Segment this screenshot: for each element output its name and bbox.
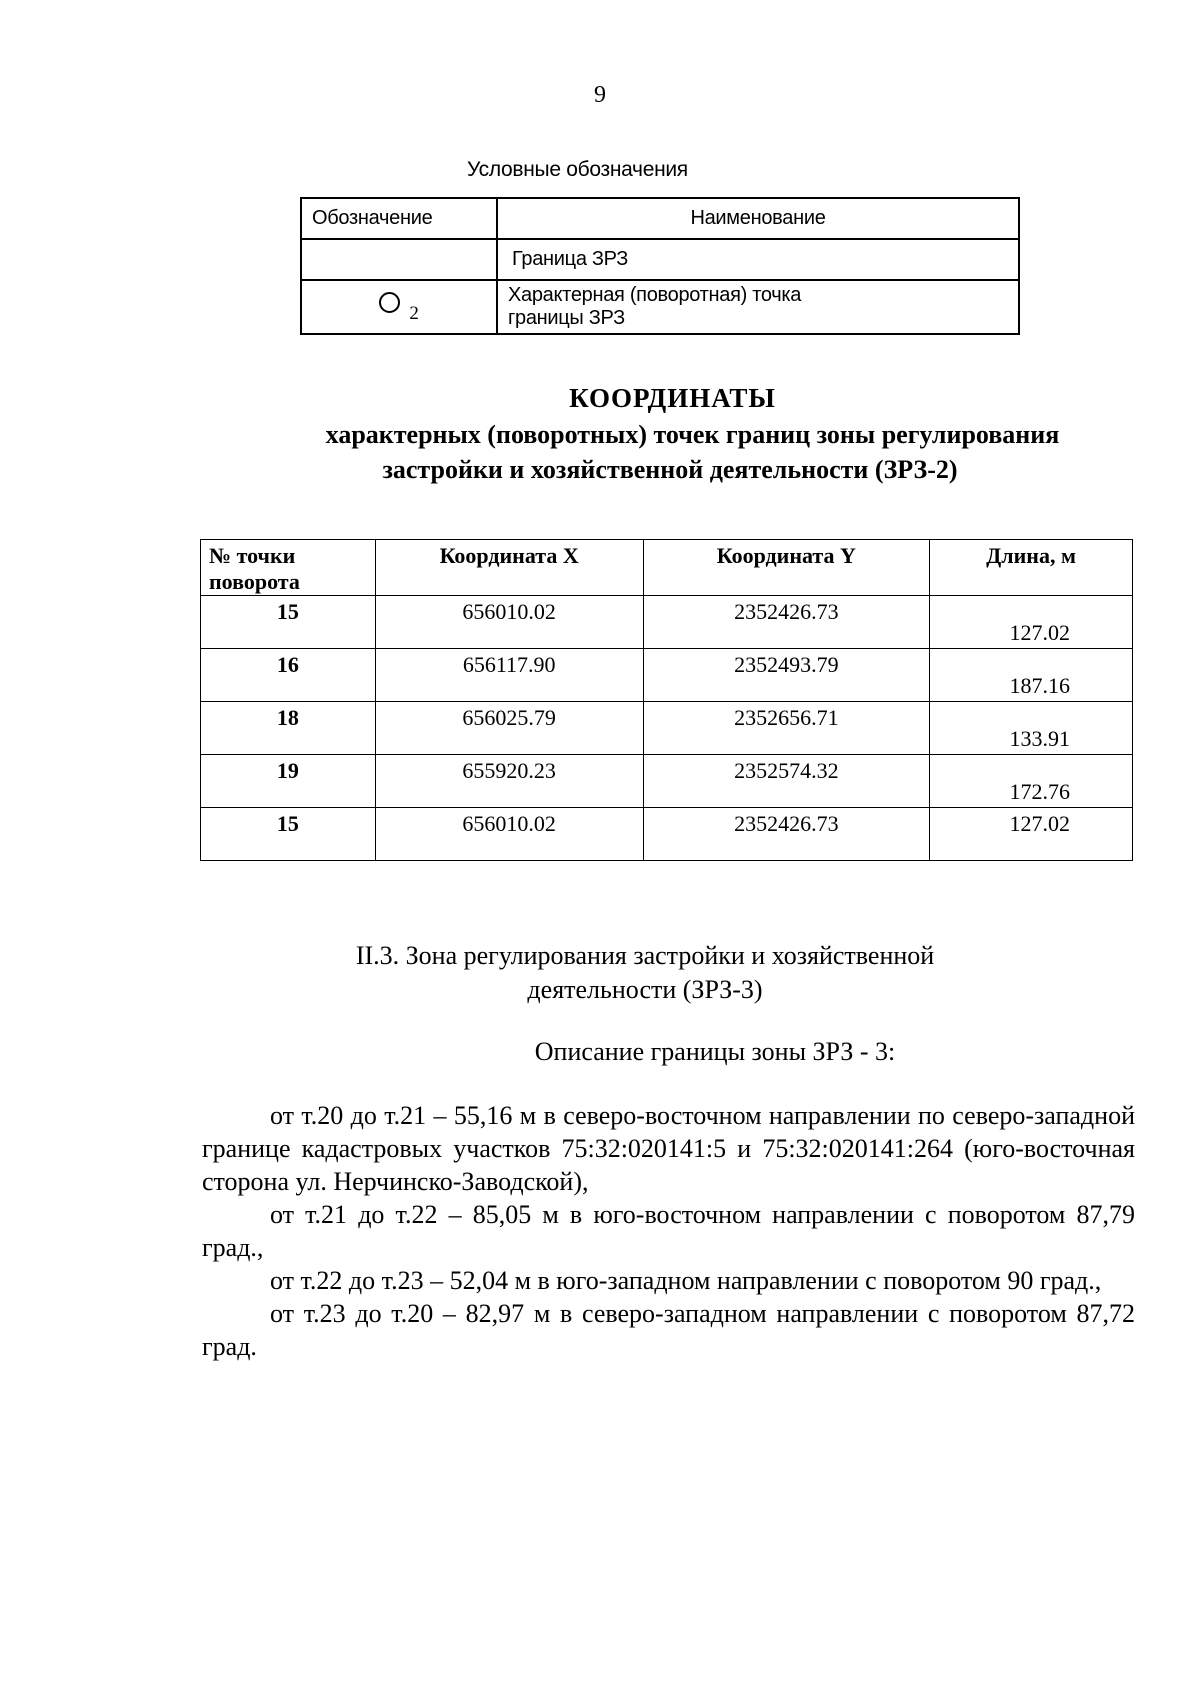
legend-symbol-cell — [301, 280, 497, 334]
length-cell — [930, 596, 1133, 649]
legend-name-cell — [497, 280, 1019, 334]
length-cell — [930, 702, 1133, 755]
boundary-description-title: Описание границы зоны ЗРЗ - 3: — [534, 1037, 896, 1066]
point-cell: 19 — [201, 755, 376, 808]
length-value: 133.91 — [1009, 726, 1070, 751]
x-cell: 656117.90 — [375, 649, 643, 702]
boundary-segment: от т.21 до т.22 – 85,05 м в юго-восточном направлении с поворотом 87,79 град., — [202, 1200, 1135, 1262]
table-row — [201, 755, 1133, 808]
y-cell: 2352426.73 — [643, 808, 930, 861]
header-x: Координата X — [375, 540, 643, 596]
boundary-segment: от т.20 до т.21 – 55,16 м в северо-восточном направлении по северо-западной границе кадастровых участков 75:32:020141:5 и 75:32:020141:264 (юго-восточная сторона ул. Нерчинско-Заводской), — [202, 1101, 1135, 1196]
table-row — [201, 808, 1133, 861]
legend-header-symbol: Обозначение — [301, 198, 497, 239]
length-cell — [930, 649, 1133, 702]
section-heading: деятельности (ЗРЗ-3) — [527, 975, 763, 1004]
coordinates-title: КООРДИНАТЫ — [569, 383, 776, 413]
page-number: 9 — [594, 82, 606, 108]
length-cell — [930, 755, 1133, 808]
boundary-point-symbol — [379, 290, 418, 325]
table-row — [201, 702, 1133, 755]
point-cell: 16 — [201, 649, 376, 702]
x-cell: 656025.79 — [375, 702, 643, 755]
legend-header-name: Наименование — [497, 198, 1019, 239]
circle-icon — [379, 292, 400, 313]
legend-row — [301, 280, 1019, 334]
table-row — [201, 596, 1133, 649]
legend-name-line: границы ЗРЗ — [508, 307, 625, 329]
y-cell: 2352574.32 — [643, 755, 930, 808]
length-cell: 127.02 — [930, 808, 1133, 861]
boundary-description — [202, 1099, 1135, 1363]
y-cell: 2352426.73 — [643, 596, 930, 649]
x-cell: 655920.23 — [375, 755, 643, 808]
coordinates-subtitle: характерных (поворотных) точек границ зоны регулирования — [325, 420, 1060, 449]
header-length: Длина, м — [930, 540, 1133, 596]
length-value: 127.02 — [1009, 620, 1070, 645]
symbol-label: 2 — [409, 302, 419, 324]
point-cell: 15 — [201, 596, 376, 649]
y-cell: 2352656.71 — [643, 702, 930, 755]
legend-table — [300, 197, 1020, 335]
legend-symbol-cell — [301, 239, 497, 280]
point-cell: 15 — [201, 808, 376, 861]
boundary-segment: от т.23 до т.20 – 82,97 м в северо-западном направлении с поворотом 87,72 град. — [202, 1299, 1135, 1361]
section-heading: II.3. Зона регулирования застройки и хозяйственной — [355, 941, 935, 970]
table-row — [201, 649, 1133, 702]
header-point — [201, 540, 376, 596]
legend-row — [301, 239, 1019, 280]
coordinates-header-row — [201, 540, 1133, 596]
length-value: 172.76 — [1009, 779, 1070, 804]
length-value: 187.16 — [1009, 673, 1070, 698]
header-point-line: № точки — [209, 543, 296, 568]
x-cell: 656010.02 — [375, 808, 643, 861]
coordinates-subtitle: застройки и хозяйственной деятельности (ЗРЗ-2) — [382, 455, 958, 484]
header-y: Координата Y — [643, 540, 930, 596]
legend-header-row — [301, 198, 1019, 239]
legend-name-line: Характерная (поворотная) точка — [508, 284, 802, 306]
legend-title: Условные обозначения — [467, 158, 688, 181]
x-cell: 656010.02 — [375, 596, 643, 649]
y-cell: 2352493.79 — [643, 649, 930, 702]
coordinates-table — [200, 539, 1133, 861]
legend-name-cell: Граница ЗРЗ — [497, 239, 1019, 280]
point-cell: 18 — [201, 702, 376, 755]
boundary-segment: от т.22 до т.23 – 52,04 м в юго-западном направлении с поворотом 90 град., — [270, 1266, 1102, 1295]
header-point-line: поворота — [209, 569, 300, 594]
